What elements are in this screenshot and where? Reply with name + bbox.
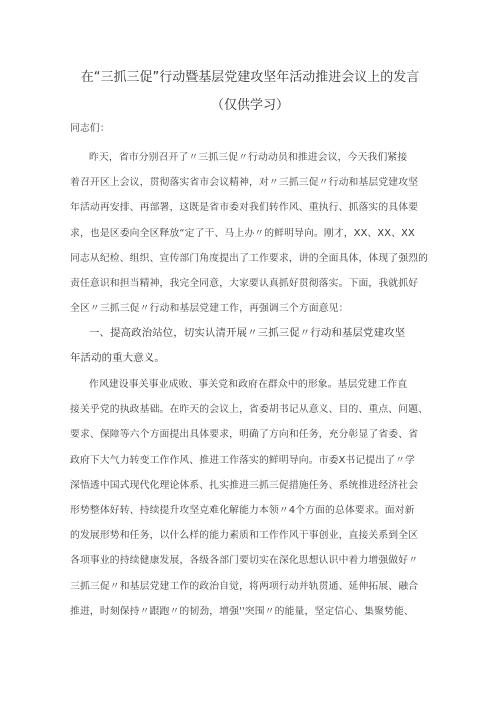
paragraph-line: 形势整体好转、持续提升攻坚克难化解能力本领〃4个方面的总体要求。面对新 [70,504,415,516]
section-heading-line: 年活动的重大意义。 [70,352,165,365]
paragraph-line: 同志从纪检、组织、宣传部门角度提出了工作要求，讲的全面具体，体现了强烈的 [70,252,429,264]
paragraph-line: 的发展形势和任务，以什么样的能力素质和工作作风干事创业，直接关系到全区 [70,530,419,542]
salutation-block [70,116,440,141]
paragraph-1 [70,145,440,321]
paragraph-line: 政府下大气力转变工作作风、推进工作落实的鲜明导向。市委X书记提出了〃学 [70,454,416,466]
paragraph-line: 三抓三促〃和基层党建工作的政治自觉，将两项行动并轨贯通、延伸拓展、融合 [70,580,419,592]
paragraph-line: 求，也是区委向全区释放“定了干、马上办〃的鲜明导向。刚才，XX、XX、XX [70,227,415,239]
paragraph-line: 要求、保障等六个方面提出具体要求，明确了方向和任务，充分彰显了省委、省 [70,429,419,441]
section-heading-line: 一、提高政治站位，切实认清开展〃三抓三促〃行动和基层党建攻坚 [89,327,406,339]
paragraph-line: 全区〃三抓三促〃行动和基层党建工作，再强调三个方面意见： [70,303,349,315]
paragraph-line: 深悟透中国式现代化理论体系、扎实推进三抓三促措施任务、系统推进经济社会 [70,479,419,491]
paragraph-line: 着召开区上会议，贯彻落实省市会议精神，对〃三抓三促〃行动和基层党建攻坚 [70,177,419,189]
paragraph-line: 年活动再安排、再部署，这既是省市委对我们转作风、重执行、抓落实的具体要 [70,202,419,214]
document-subtitle: （仅供学习） [210,98,289,113]
section-heading-1 [70,321,440,371]
document-title: 在“三抓三促”行动暨基层党建攻坚年活动推进会议上的发言 [80,70,420,85]
salutation: 同志们： [70,123,110,134]
paragraph-2 [70,372,440,624]
paragraph-line: 各项事业的持续健康发展，各级各部门要切实在深化思想认识中着力增强做好〃 [70,555,419,567]
paragraph-line: 昨天，省市分别召开了〃三抓三促〃行动动员和推进会议，今天我们紧接 [89,152,408,163]
paragraph-line: 责任意识和担当精神，我完全同意，大家要认真抓好贯彻落实。下面，我就抓好 [70,277,419,289]
paragraph-line: 接关乎党的执政基础。在昨天的会议上，省委胡书记从意义、目的、重点、问题、 [70,404,429,416]
paragraph-line: 作风建设事关事业成败、事关党和政府在群众中的形象。基层党建工作直 [89,379,408,390]
paragraph-line: 推进，时刻保持〃跟跑〃的韧劲，增强''突围〃的能量，坚定信心、集聚势能、 [70,605,414,617]
